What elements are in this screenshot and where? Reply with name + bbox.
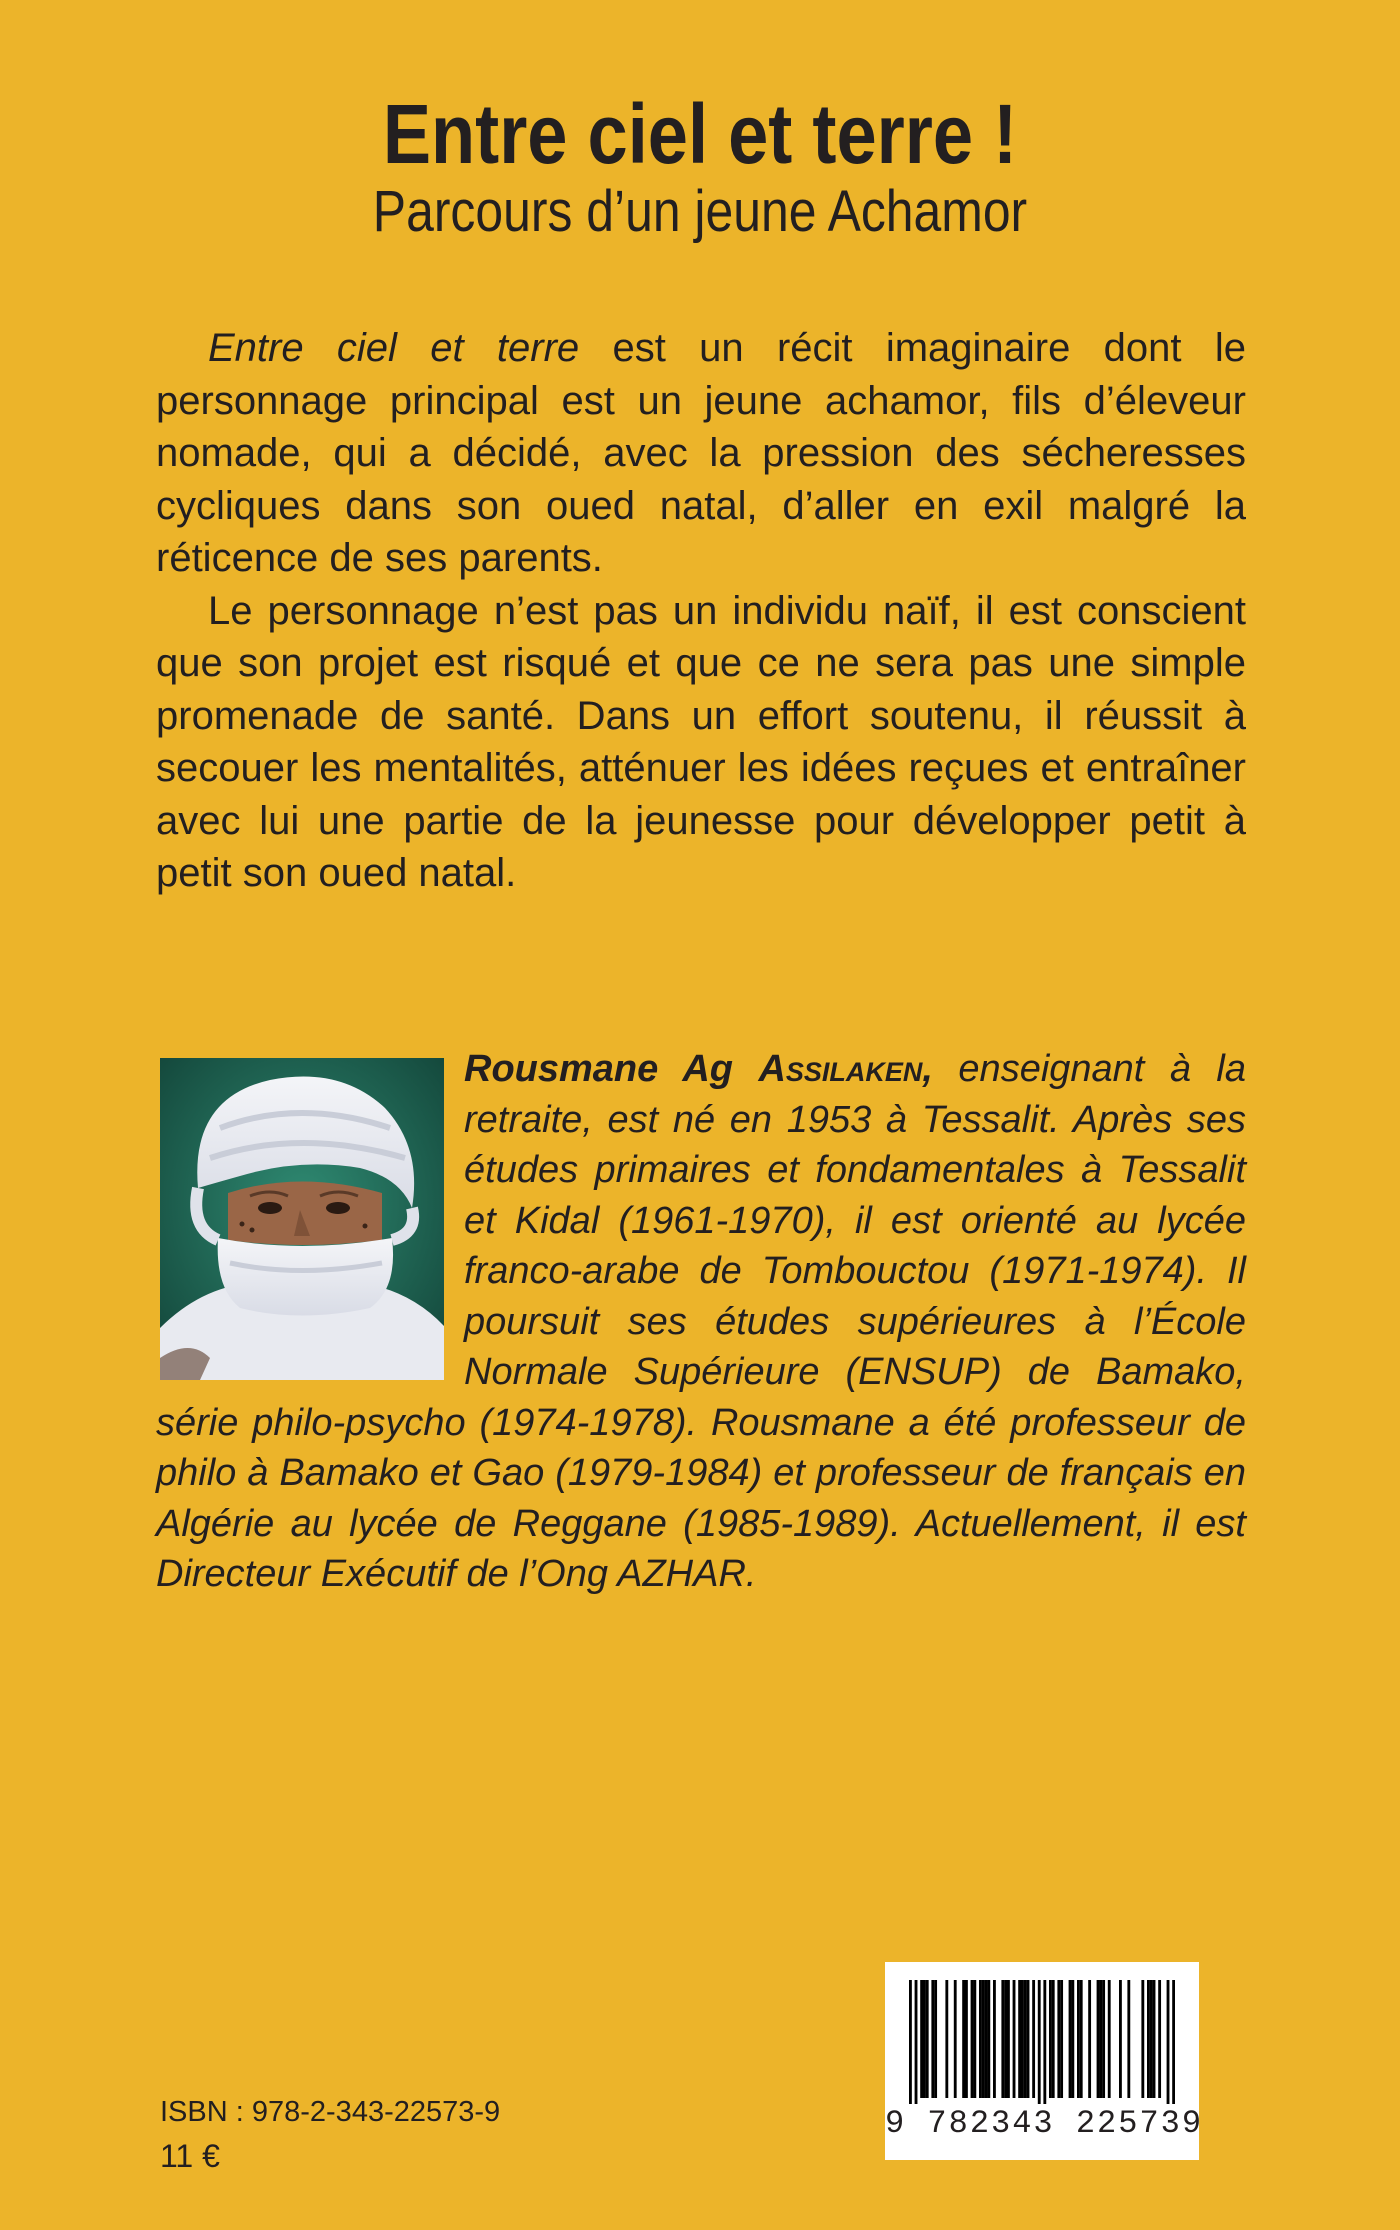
- barcode-bar: [1097, 1980, 1100, 2098]
- barcode-bar: [1141, 1980, 1144, 2098]
- author-bio-text: enseignant à la retraite, est né en 1953 à Tessalit. Après ses études primaires et fondamentales à Tessalit et Kidal (1961-1970), il est orienté au lycée franco-arabe de Tombouctou (1971-1974). Il poursuit ses études supérieures à l’École Normale Supérieure (ENSUP) de Bamako, série philo-psycho (1974-1978). Rousmane a été professeur de philo à Bamako et Gao (1979-1984) et professeur de français en Algérie au lycée de Reggane (1985-1989). Actuellement, il est Directeur Exécutif de l’Ong AZHAR.: [156, 1048, 1246, 1595]
- author-first-name: Rousmane Ag: [464, 1048, 759, 1090]
- barcode-bar: [982, 1980, 985, 2098]
- barcode-bar: [1153, 1980, 1156, 2098]
- barcode-bar: [1049, 1980, 1052, 2098]
- barcode-bar: [1108, 1980, 1111, 2098]
- author-biography: [156, 1044, 1246, 1600]
- barcode-bar: [987, 1980, 990, 2098]
- book-title: Entre ciel et terre !: [382, 87, 1018, 181]
- barcode-bars: [909, 1980, 1175, 2104]
- author-name: [464, 1048, 933, 1090]
- barcode-bar: [1013, 1980, 1016, 2098]
- barcode-bar: [923, 1980, 926, 2098]
- barcode-bar: [1080, 1980, 1083, 2098]
- barcode-bar: [985, 1980, 988, 2098]
- barcode-bar: [1057, 1980, 1060, 2098]
- barcode-bar: [1038, 1980, 1041, 2104]
- barcode: [885, 1962, 1204, 2160]
- barcode-bar: [1127, 1980, 1130, 2098]
- barcode-bar: [1043, 1980, 1046, 2104]
- isbn: ISBN : 978-2-343-22573-9: [160, 2096, 501, 2128]
- barcode-bar: [1060, 1980, 1063, 2098]
- barcode-bar: [1158, 1980, 1161, 2098]
- synopsis-paragraph-1-text: est un récit imaginaire dont le personnage principal est un jeune achamor, fils d’éleveur nomade, qui a décidé, avec la pression des sécheresses cycliques dans son oued natal, d’aller en exil malgré la réticence de ses parents.: [156, 326, 1246, 580]
- barcode-bar: [962, 1980, 965, 2098]
- synopsis-title-italic: Entre ciel et terre: [208, 326, 580, 370]
- synopsis: [156, 322, 1246, 900]
- barcode-bar: [965, 1980, 968, 2098]
- barcode-digits: 9 782343 225739: [885, 2105, 1204, 2142]
- barcode-bar: [931, 1980, 934, 2098]
- barcode-bar: [1032, 1980, 1035, 2098]
- barcode-bar: [1027, 1980, 1030, 2098]
- barcode-bar: [971, 1980, 974, 2098]
- barcode-bar: [1099, 1980, 1102, 2098]
- barcode-bar: [909, 1980, 912, 2104]
- barcode-bar: [993, 1980, 996, 2098]
- photo-spacer: [156, 1044, 464, 1388]
- barcode-bar: [1088, 1980, 1091, 2098]
- barcode-bar: [1007, 1980, 1010, 2098]
- barcode-bar: [1172, 1980, 1175, 2104]
- barcode-bar: [1102, 1980, 1105, 2098]
- barcode-bar: [1018, 1980, 1021, 2098]
- price: 11 €: [160, 2138, 220, 2174]
- barcode-bar: [915, 1980, 918, 2104]
- synopsis-paragraph-2: Le personnage n’est pas un individu naïf, il est conscient que son projet est risqué et que ce ne sera pas une simple promenade de santé. Dans un effort soutenu, il réussit à secouer les mentalités, atténuer les idées reçues et entraîner avec lui une partie de la jeunesse pour développer petit à petit son oued natal.: [156, 588, 1246, 895]
- barcode-bar: [1150, 1980, 1153, 2098]
- barcode-bar: [934, 1980, 937, 2098]
- barcode-bar: [973, 1980, 976, 2098]
- synopsis-paragraph-1: [156, 322, 1246, 585]
- barcode-bar: [1077, 1980, 1080, 2098]
- barcode-bar: [1004, 1980, 1007, 2098]
- barcode-bar: [926, 1980, 929, 2098]
- barcode-bar: [920, 1980, 923, 2098]
- book-subtitle: Parcours d’un jeune Achamor: [372, 179, 1028, 244]
- barcode-bar: [1069, 1980, 1072, 2098]
- barcode-bar: [1119, 1980, 1122, 2098]
- barcode-bar: [1147, 1980, 1150, 2098]
- barcode-bar: [945, 1980, 948, 2098]
- barcode-bar: [954, 1980, 957, 2098]
- barcode-bar: [979, 1980, 982, 2098]
- barcode-bar: [1052, 1980, 1055, 2098]
- author-last-name: Assilaken,: [758, 1048, 933, 1090]
- barcode-bar: [1024, 1980, 1027, 2098]
- barcode-bar: [1021, 1980, 1024, 2098]
- barcode-bar: [1001, 1980, 1004, 2098]
- barcode-bar: [1167, 1980, 1170, 2104]
- barcode-bar: [1071, 1980, 1074, 2098]
